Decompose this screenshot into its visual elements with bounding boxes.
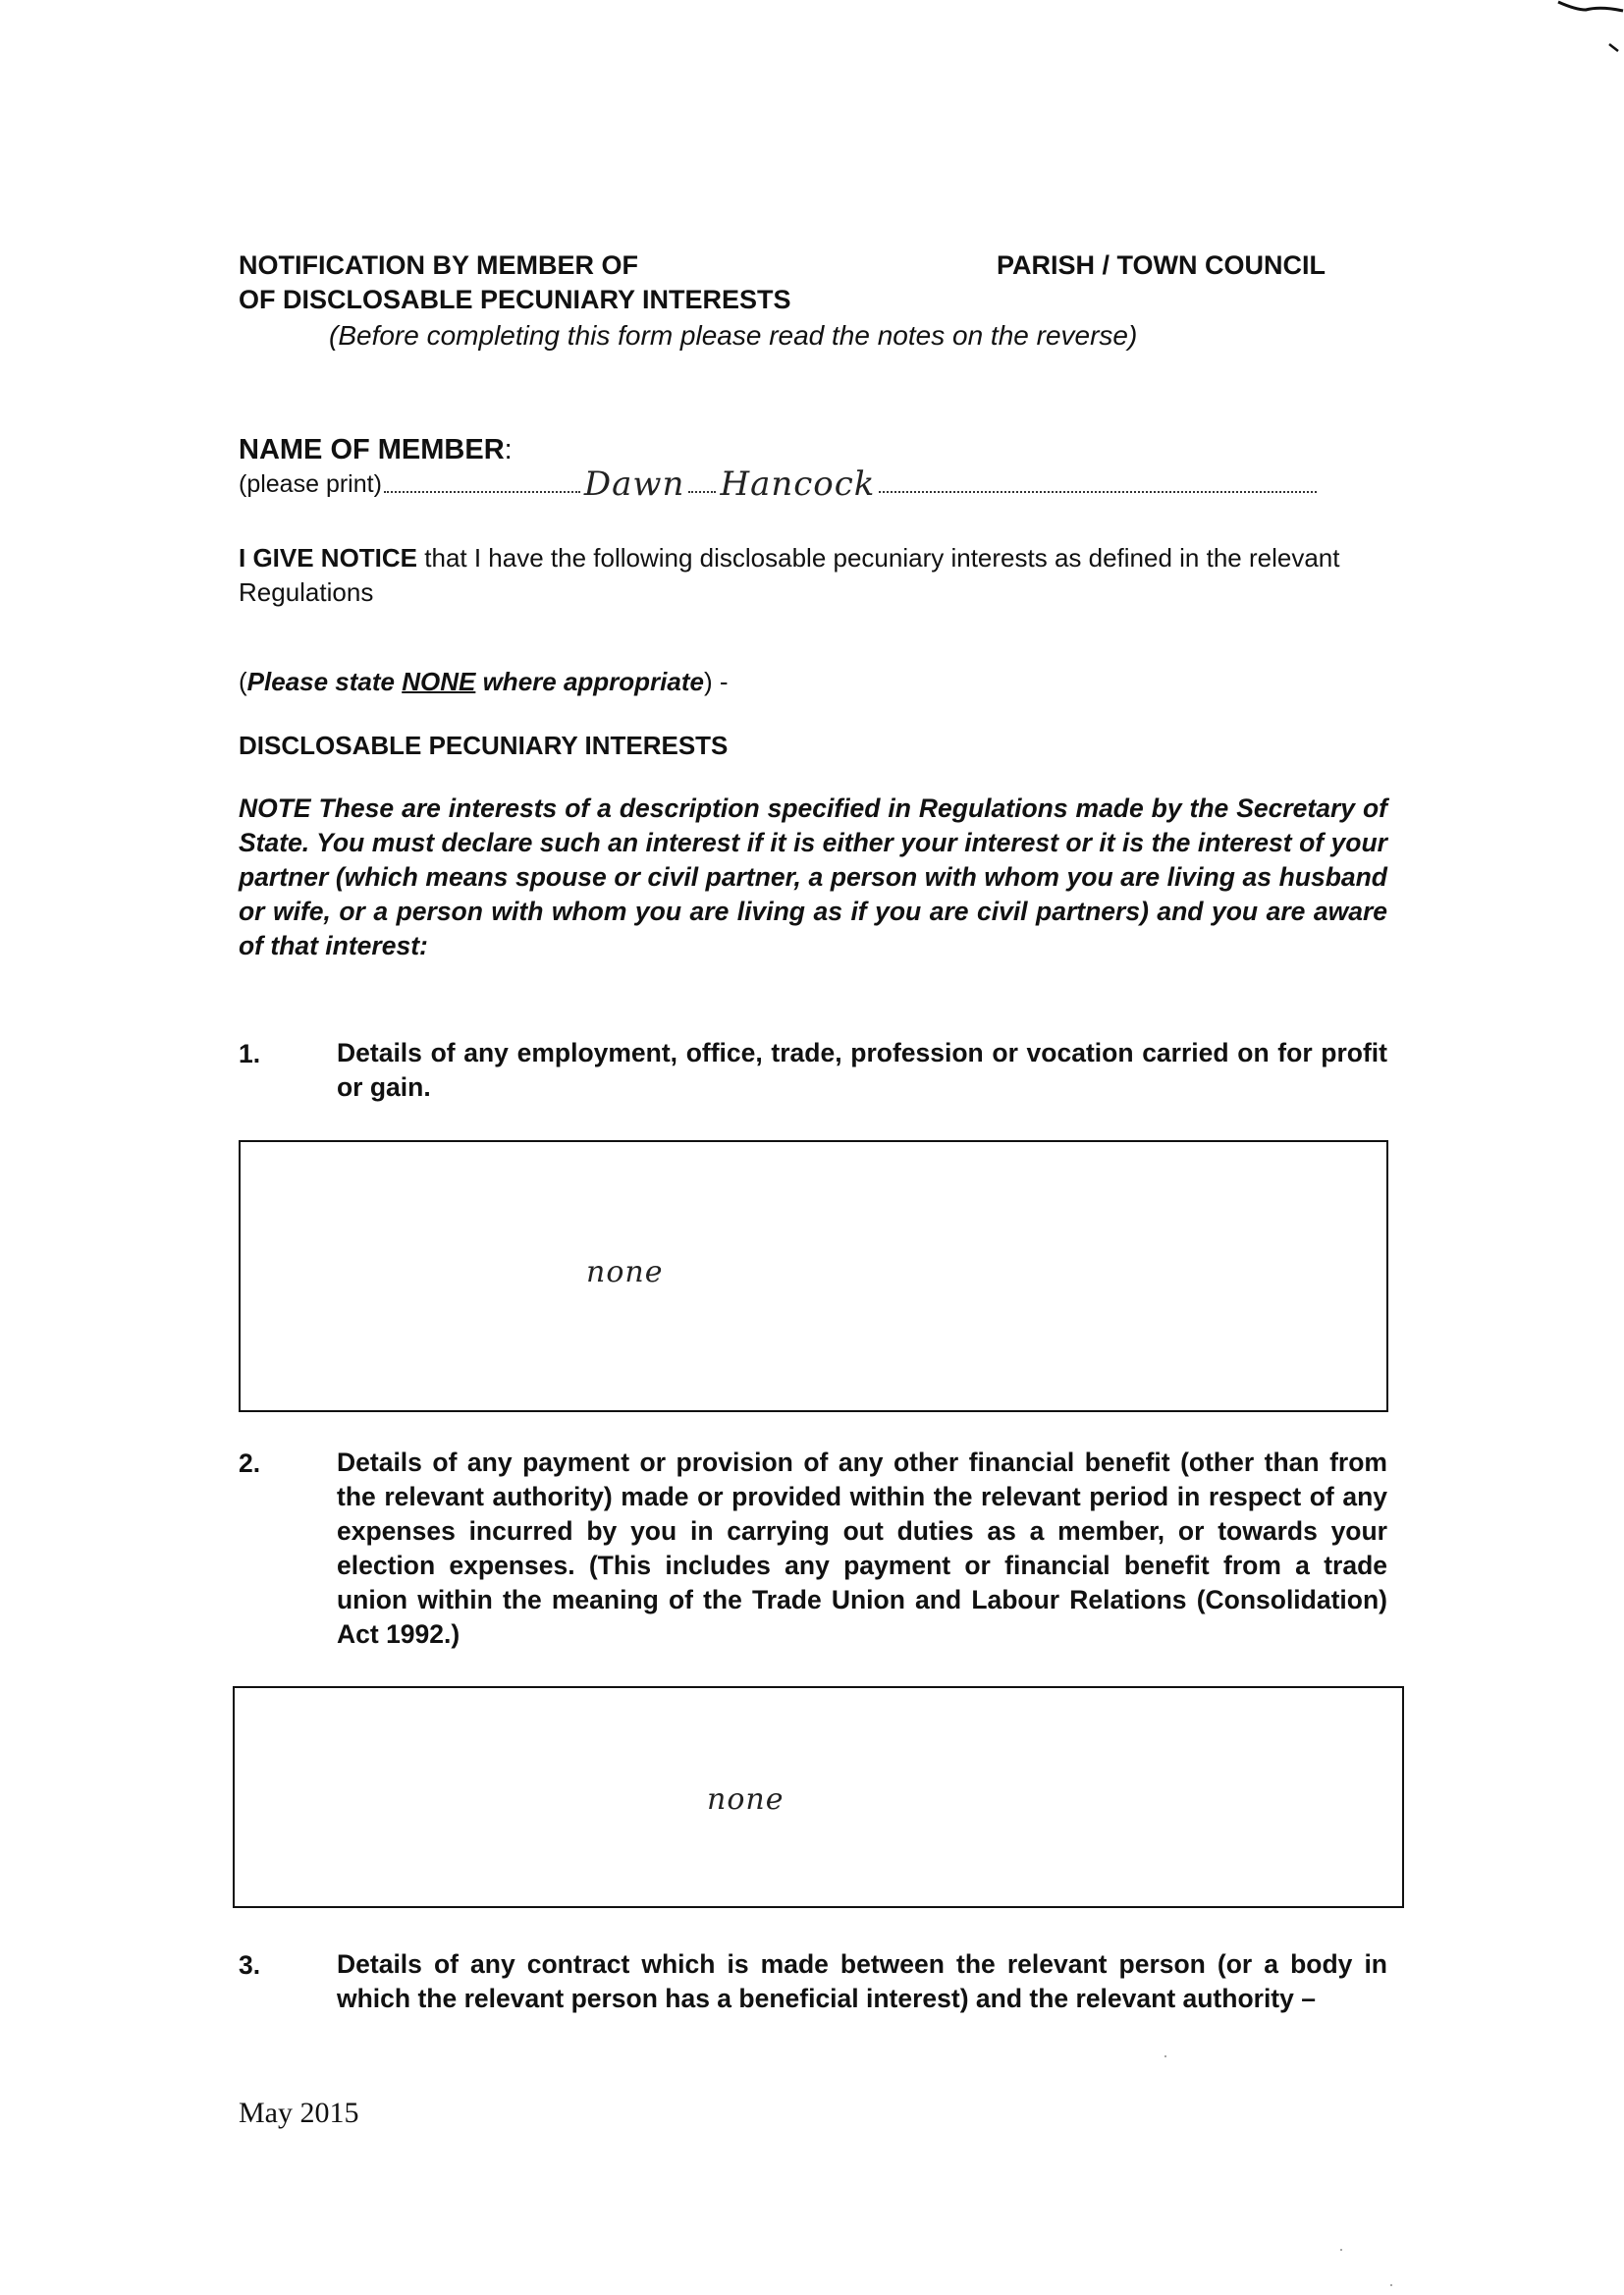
scan-speck — [1390, 2284, 1392, 2286]
item-3-description: Details of any contract which is made between the relevant person (or a body in which the relevant person has a beneficial interest) and the relevant authority – — [337, 1949, 1387, 2013]
footer-date: May 2015 — [239, 2097, 359, 2129]
dotted-line — [384, 490, 580, 493]
item-1-number: 1. — [239, 1039, 261, 1068]
item-1-response: none — [586, 1255, 664, 1289]
member-name-label — [239, 432, 513, 467]
scan-speck — [1164, 2055, 1166, 2057]
member-name-label-colon: : — [504, 434, 513, 465]
please-state-none-instruction — [239, 664, 729, 699]
item-3-number: 3. — [239, 1950, 261, 1980]
none-emphasis: NONE — [402, 667, 476, 696]
where-appropriate-text: where appropriate — [475, 667, 704, 696]
item-2-response: none — [707, 1782, 785, 1817]
item-2-number: 2. — [239, 1448, 261, 1478]
form-title-line-1: NOTIFICATION BY MEMBER OF — [239, 250, 638, 280]
form-instruction: (Before completing this form please read the notes on the reverse) — [329, 320, 1138, 351]
member-last-name[interactable]: Hancock — [720, 464, 876, 504]
council-type-label: PARISH / TOWN COUNCIL — [997, 250, 1326, 280]
section-heading: DISCLOSABLE PECUNIARY INTERESTS — [239, 731, 729, 760]
dotted-line — [688, 490, 716, 493]
notice-text: that I have the following disclosable pecuniary interests as defined in the relevant Regulations — [239, 543, 1340, 607]
member-first-name[interactable]: Dawn — [583, 464, 685, 504]
paren-close: ) - — [703, 667, 729, 696]
please-state-text: Please state — [246, 667, 403, 696]
notice-paragraph — [239, 541, 1387, 610]
scan-pen-mark — [1608, 43, 1620, 53]
item-1-description: Details of any employment, office, trade, profession or vocation carried on for profit or gain. — [337, 1038, 1387, 1102]
form-title-line-2: OF DISCLOSABLE PECUNIARY INTERESTS — [239, 285, 791, 314]
item-2-response-box[interactable] — [233, 1686, 1404, 1908]
notice-lead: I GIVE NOTICE — [239, 543, 418, 573]
note-paragraph: NOTE These are interests of a description specified in Regulations made by the Secretary of State. You must declare such an interest if it is either your interest or it is the interest of your partner (which means spouse or civil partner, a person with whom you are living as husband or wife, or a person with whom you are living as if you are civil partners) and you are aware of that interest: — [239, 793, 1387, 960]
scan-pen-mark — [1556, 0, 1624, 20]
print-hint: (please print) — [239, 470, 382, 498]
member-name-label-text: NAME OF MEMBER — [239, 434, 505, 465]
item-2-description: Details of any payment or provision of any other financial benefit (other than from the relevant authority) made or provided within the relevant period in respect of any expenses incurred by you in carrying out duties as a member, or towards your election expenses. (This includes any payment or financial benefit from a trade union within the meaning of the Trade Union and Labour Relations (Consolidation) Act 1992.) — [337, 1448, 1387, 1649]
item-1-response-box[interactable] — [239, 1140, 1388, 1412]
scan-speck — [1340, 2249, 1342, 2251]
dotted-line — [879, 490, 1317, 493]
member-name-field[interactable] — [239, 466, 1319, 502]
paren-open: ( — [239, 667, 247, 696]
